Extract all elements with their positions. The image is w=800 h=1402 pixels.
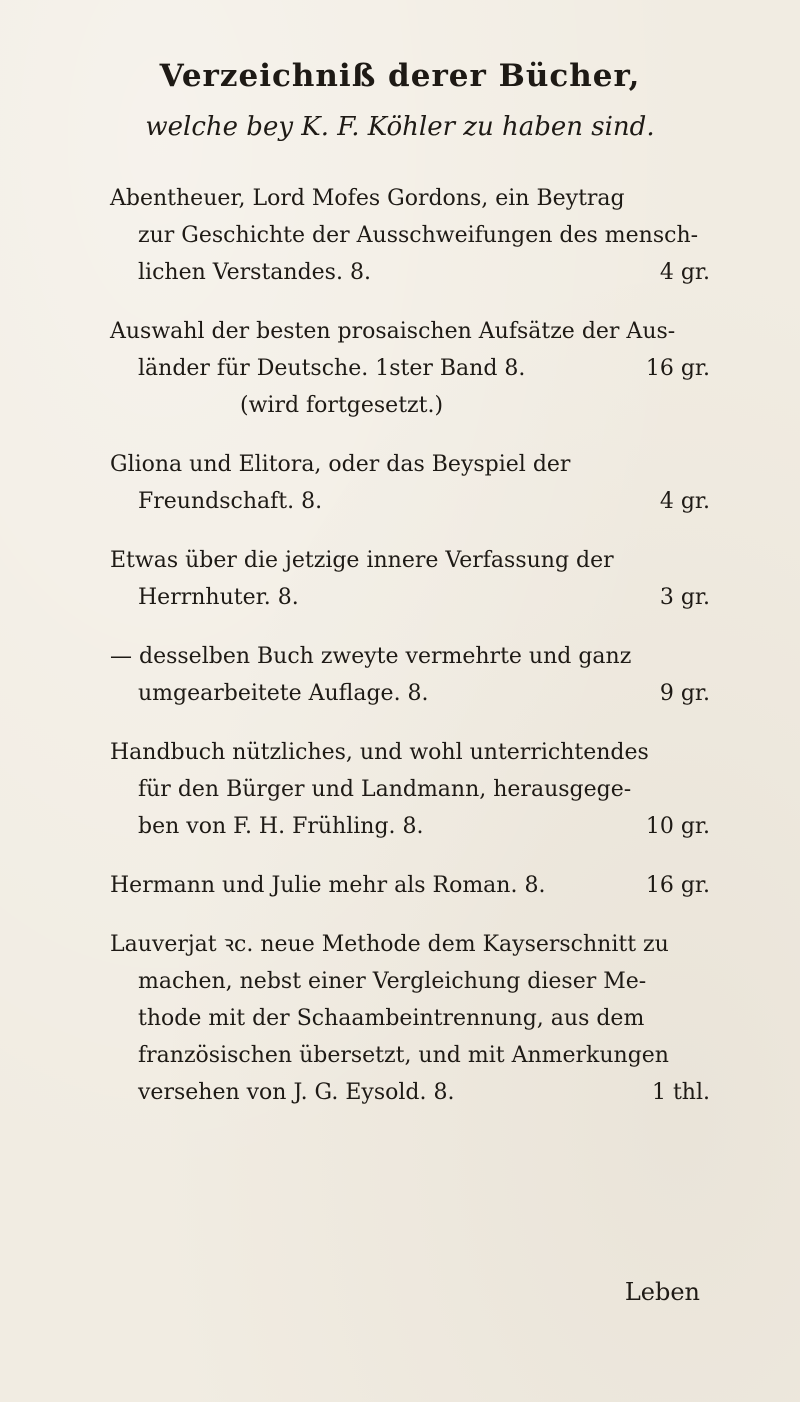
book-list (110, 180, 710, 1133)
entry-text: umgearbeitete Auflage. 8. (138, 681, 429, 706)
entry-line: thode mit der Schaambeintrennung, aus dem (138, 1006, 645, 1031)
entry-text: Freundschaft. 8. (138, 489, 323, 514)
entry-price: 9 gr. (659, 681, 710, 706)
entry-note: (wird fortgesetzt.) (240, 393, 444, 418)
entry-line: Gliona und Elitora, oder das Beyspiel der (110, 452, 571, 477)
catchword: Leben (624, 1278, 700, 1306)
catalog-subtitle: welche bey K. F. Köhler zu haben sind. (145, 112, 655, 142)
entry-line: zur Geschichte der Ausschweifungen des mensch- (138, 223, 699, 248)
book-entry (110, 542, 710, 616)
entry-price: 4 gr. (659, 489, 710, 514)
entry-last-line (110, 254, 710, 291)
book-entry (110, 313, 710, 424)
entry-text: lichen Verstandes. 8. (138, 260, 371, 285)
entry-text: Herrnhuter. 8. (138, 585, 299, 610)
book-entry (110, 638, 710, 712)
entry-line: für den Bürger und Landmann, herausgege- (138, 777, 632, 802)
entry-price: 16 gr. (645, 873, 710, 898)
entry-line: Auswahl der besten prosaischen Aufsätze der Aus- (110, 319, 676, 344)
entry-line: machen, nebst einer Vergleichung dieser Me- (138, 969, 647, 994)
book-entry (110, 446, 710, 520)
book-entry (110, 180, 710, 291)
entry-last-line (110, 579, 710, 616)
entry-price: 3 gr. (659, 585, 710, 610)
book-entry (110, 926, 710, 1111)
entry-line: Lauverjat ꝛc. neue Methode dem Kayserschnitt zu (110, 932, 669, 957)
entry-line: Abentheuer, Lord Mofes Gordons, ein Beytrag (110, 186, 625, 211)
book-entry (110, 867, 710, 904)
entry-price: 1 thl. (651, 1080, 710, 1105)
entry-last-line (110, 1074, 710, 1111)
entry-line: — desselben Buch zweyte vermehrte und ganz (110, 644, 632, 669)
entry-line: französischen übersetzt, und mit Anmerkungen (138, 1043, 669, 1068)
entry-line: Handbuch nützliches, und wohl unterrichtendes (110, 740, 649, 765)
catalog-title: Verzeichniß derer Bücher, (159, 58, 641, 94)
entry-last-line (110, 808, 710, 845)
entry-price: 10 gr. (645, 814, 710, 839)
entry-text: länder für Deutsche. 1ster Band 8. (138, 356, 526, 381)
book-entry (110, 734, 710, 845)
entry-text: versehen von J. G. Eysold. 8. (138, 1080, 455, 1105)
entry-text: ben von F. H. Frühling. 8. (138, 814, 424, 839)
entry-last-line (110, 675, 710, 712)
entry-last-line (110, 483, 710, 520)
entry-price: 4 gr. (659, 260, 710, 285)
entry-last-line (110, 350, 710, 387)
entry-text: Hermann und Julie mehr als Roman. 8. (110, 873, 546, 898)
entry-last-line (110, 867, 710, 904)
entry-price: 16 gr. (645, 356, 710, 381)
entry-line: Etwas über die jetzige innere Verfassung der (110, 548, 614, 573)
